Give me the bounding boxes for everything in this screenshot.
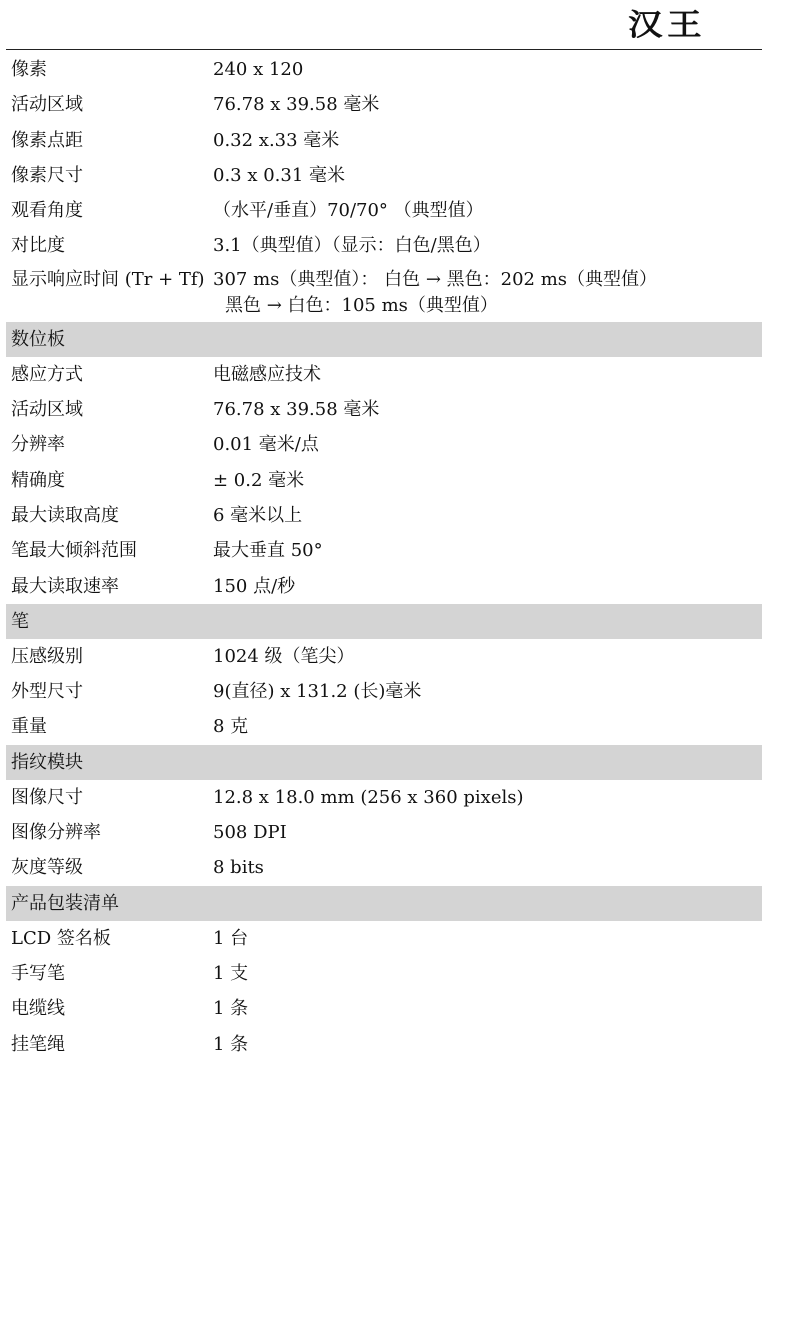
spec-row [6,392,762,427]
spec-value: 0.01 毫米/点 [213,434,319,456]
section-header-fingerprint: 指纹模块 [6,745,762,780]
spec-label: 手写笔 [11,962,65,984]
spec-value: 76.78 x 39.58 毫米 [213,399,380,421]
spec-value: 8 bits [213,857,264,879]
brand-logo: 汉王 [628,8,707,43]
spec-value: （水平/垂直）70/70° （典型值） [213,200,484,222]
spec-label: 图像分辨率 [11,822,101,844]
response-line-2: 黑色 → 白色：105 ms（典型值） [225,294,498,316]
spec-label: 分辨率 [11,434,65,456]
spec-value: 3.1（典型值）（显示：白色/黑色） [213,235,491,257]
spec-value: 1 条 [213,1033,249,1055]
spec-value: 8 克 [213,716,249,738]
spec-label: 压感级别 [11,645,83,667]
spec-label: 像素点距 [11,129,83,151]
spec-row [6,427,762,462]
spec-value [213,267,657,319]
spec-row [6,674,762,709]
spec-label: 图像尺寸 [11,786,83,808]
spec-label: 感应方式 [11,363,83,385]
spec-value: 9(直径) x 131.2 (长)毫米 [213,681,422,703]
spec-value: 电磁感应技术 [213,363,321,385]
spec-value: 1 支 [213,962,249,984]
spec-label: 挂笔绳 [11,1033,65,1055]
spec-label: 笔最大倾斜范围 [11,540,137,562]
spec-label: 电缆线 [11,998,65,1020]
spec-value: 1 台 [213,927,249,949]
spec-row [6,815,762,850]
spec-row [6,709,762,744]
spec-value: 508 DPI [213,822,287,844]
spec-value: 6 毫米以上 [213,504,303,526]
spec-value: 0.3 x 0.31 毫米 [213,164,346,186]
spec-label: 显示响应时间 (Tr + Tf) [11,268,205,290]
spec-row [6,850,762,885]
section-header-package-list: 产品包装清单 [6,886,762,921]
spec-label: LCD 签名板 [11,927,111,949]
spec-label: 灰度等级 [11,857,83,879]
spec-row [6,158,762,193]
section-header-pen: 笔 [6,604,762,639]
spec-row [6,228,762,263]
spec-value: 76.78 x 39.58 毫米 [213,94,380,116]
spec-row [6,498,762,533]
spec-row [6,357,762,392]
spec-label: 像素 [11,59,47,80]
spec-value: ± 0.2 毫米 [213,469,305,491]
spec-row-response-time [6,264,762,322]
spec-row [6,1027,762,1062]
spec-value: 240 x 120 [213,59,304,80]
spec-table [6,52,762,1062]
response-line-1: 307 ms（典型值）： 白色 → 黑色：202 ms（典型值） [213,268,658,290]
spec-label: 像素尺寸 [11,164,83,186]
spec-value: 12.8 x 18.0 mm (256 x 360 pixels) [213,786,524,808]
spec-label: 观看角度 [11,200,83,222]
spec-row [6,87,762,122]
spec-row [6,991,762,1026]
spec-value: 1024 级（笔尖） [213,645,355,667]
spec-label: 外型尺寸 [11,681,83,703]
spec-row [6,956,762,991]
spec-value: 1 条 [213,998,249,1020]
spec-label: 重量 [11,716,47,738]
spec-value: 0.32 x.33 毫米 [213,129,340,151]
spec-value: 最大垂直 50° [213,540,323,562]
section-header-tablet: 数位板 [6,322,762,357]
spec-row [6,780,762,815]
spec-label: 精确度 [11,469,65,491]
header-divider [6,49,762,50]
spec-row [6,639,762,674]
spec-row [6,52,762,87]
spec-label: 活动区域 [11,399,83,421]
spec-label: 最大读取速率 [11,575,119,597]
spec-label: 最大读取高度 [11,504,119,526]
spec-value: 150 点/秒 [213,575,296,597]
spec-label: 活动区域 [11,94,83,116]
spec-row [6,193,762,228]
spec-row [6,123,762,158]
spec-label: 对比度 [11,235,65,257]
spec-row [6,921,762,956]
spec-row [6,569,762,604]
spec-row [6,533,762,568]
spec-row [6,463,762,498]
